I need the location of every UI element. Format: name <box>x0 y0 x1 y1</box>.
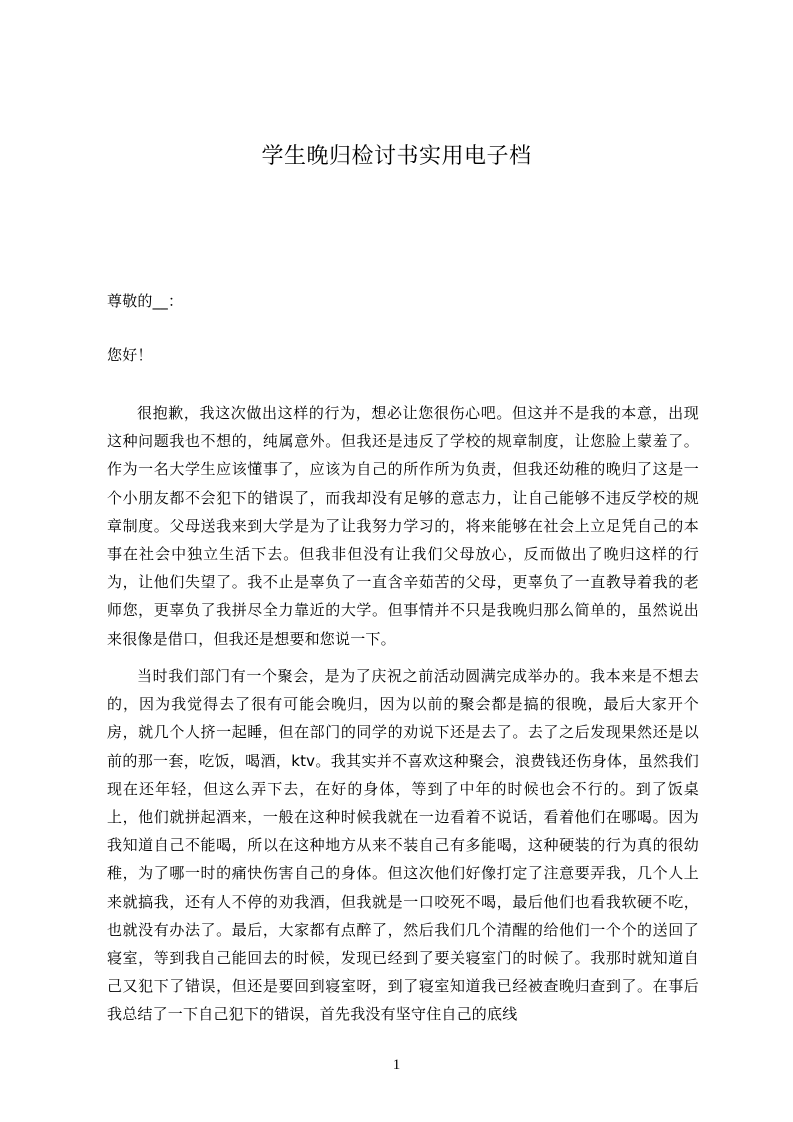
paragraph-text: 很抱歉，我这次做出这样的行为，想必让您很伤心吧。但这并不是我的本意，出现这种问题我也不想的，纯属意外。但我还是违反了学校的规章制度，让您脸上蒙羞了。作为一名大学生应该懂事了，应该为自己的所作所为负责，但我还幼稚的晚归了这是一个小朋友都不会犯下的错误了，而我却没有足够的意志力，让自己能够不违反学校的规章制度。父母送我来到大学是为了让我努力学习的，将来能够在社会上立足凭自己的本事在社会中独立生活下去。但我非但没有让我们父母放心，反而做出了晚归这样的行为，让他们失望了。我不止是辜负了一直含辛茹苦的父母，更辜负了一直教导着我的老师您，更辜负了我拼尽全力靠近的大学。但事情并不只是我晚归那么简单的，虽然说出来很像是借口，但我还是想要和您说一下。 <box>107 404 699 648</box>
body-paragraph-1 <box>107 399 699 648</box>
page-number: 1 <box>392 1057 401 1073</box>
body-paragraph-2 <box>107 662 699 1036</box>
greeting: 您好！ <box>107 346 153 364</box>
paragraph-text: 当时我们部门有一个聚会，是为了庆祝之前活动圆满完成举办的。我本来是不想去的，因为我觉得去了很有可能会晚归，因为以前的聚会都是搞的很晚，最后大家开个房，就几个人挤一起睡，但在部门的同学的劝说下还是去了。去了之后发现果然还是以前的那一套，吃饭，喝酒，ktv。我其实并不喜欢这种聚会，浪费钱还伤身体，虽然我们现在还年轻，但这么弄下去，在好的身体，等到了中年的时候也会不行的。到了饭桌上，他们就拼起酒来，一般在这种时候我就在一边看着不说话，看着他们在哪喝。因为我知道自己不能喝，所以在这种地方从来不装自己有多能喝，这种硬装的行为真的很幼稚，为了哪一时的痛快伤害自己的身体。但这次他们好像打定了注意要弄我，几个人上来就搞我，还有人不停的劝我酒，但我就是一口咬死不喝，最后他们也看我软硬不吃，也就没有办法了。最后，大家都有点醉了，然后我们几个清醒的给他们一个个的送回了寝室，等到我自己能回去的时候，发现已经到了要关寝室门的时候了。我那时就知道自己又犯下了错误，但还是要回到寝室呀，到了寝室知道我已经被查晚归查到了。在事后我总结了一下自己犯下的错误，首先我没有坚守住自己的底线 <box>107 667 699 1024</box>
document-title: 学生晚归检讨书实用电子档 <box>261 144 532 169</box>
salutation: 尊敬的__： <box>107 292 184 310</box>
